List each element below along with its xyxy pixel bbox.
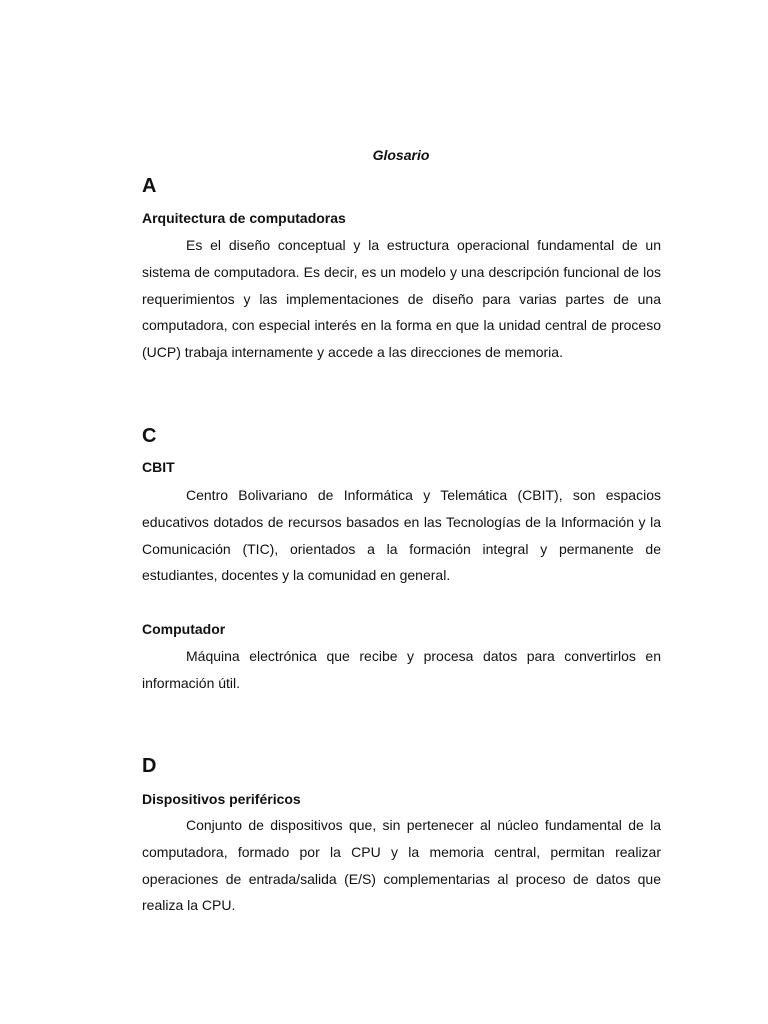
definition-arquitectura: Es el diseño conceptual y la estructura operacional fundamental de un sistema de computadora. Es decir, es un modelo y una descripción funcional de los requerimientos y las implementaciones de diseño para varias partes de una computadora, con especial interés en la forma en que la unidad central de proceso (UCP) trabaja internamente y accede a las direcciones de memoria. [142,237,661,361]
section-letter-c: C [142,425,157,447]
definition-computador: Máquina electrónica que recibe y procesa datos para convertirlos en información útil. [142,648,661,691]
page-title: Glosario [372,147,430,163]
definition-cbit: Centro Bolivariano de Informática y Telemática (CBIT), son espacios educativos dotados de recursos basados en las Tecnologías de la Información y la Comunicación (TIC), orientados a la formación integral y permanente de estudiantes, docentes y la comunidad en general. [142,487,661,584]
section-letter-a: A [142,175,157,197]
term-cbit: CBIT [142,459,175,475]
term-arquitectura: Arquitectura de computadoras [142,210,346,226]
term-computador: Computador [142,621,226,637]
definition-dispositivos-perifericos: Conjunto de dispositivos que, sin pertenecer al núcleo fundamental de la computadora, formado por la CPU y la memoria central, permitan realizar operaciones de entrada/salida (E/S) complementarias al proceso de datos que realiza la CPU. [142,817,661,914]
section-letter-d: D [142,755,157,777]
term-dispositivos-perifericos: Dispositivos periféricos [142,791,301,807]
